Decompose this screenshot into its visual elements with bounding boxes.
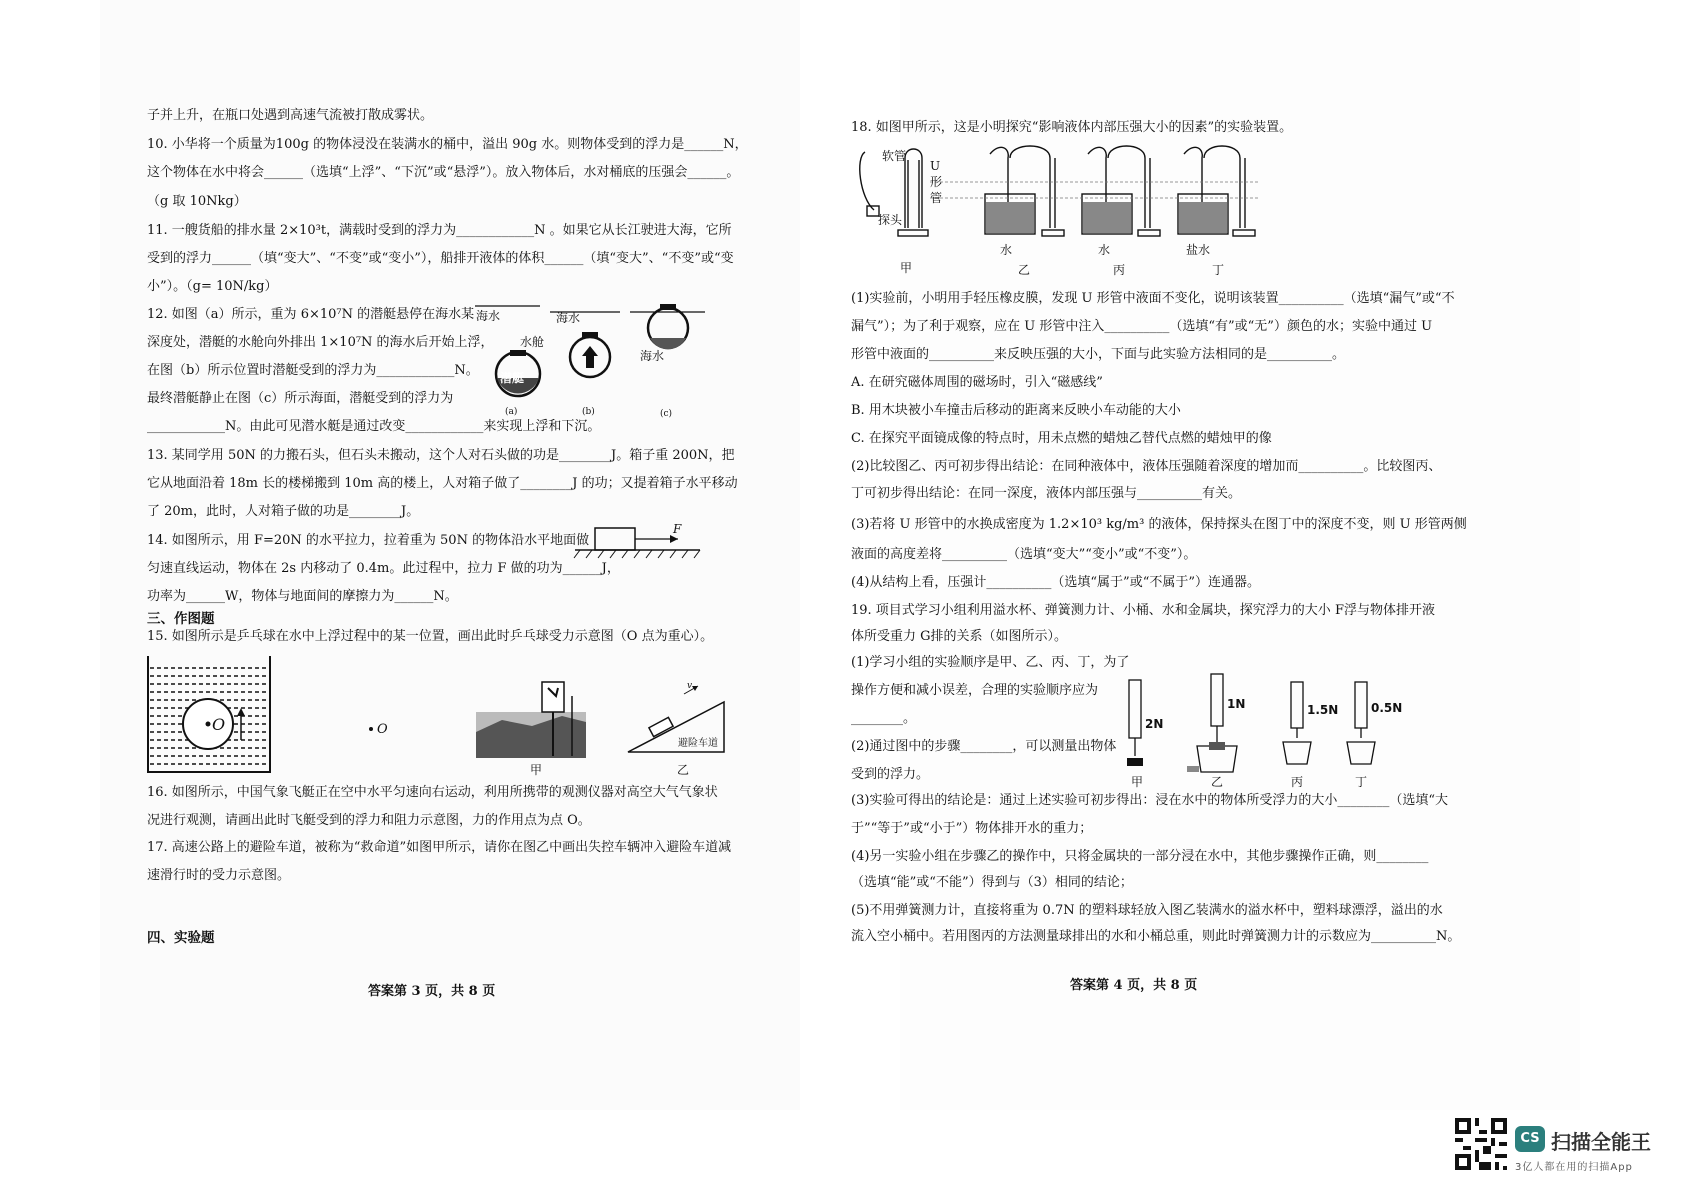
reading-bing: 1.5N <box>1307 703 1339 717</box>
right-question-line: 液面的高度差将__________（选填“变大”“变小”或“不变”）。 <box>851 547 1197 562</box>
airship-point-figure <box>365 718 405 740</box>
camscanner-name: 扫描全能王 <box>1551 1130 1651 1154</box>
liquid-label-bing: 水 <box>1098 243 1111 257</box>
left-question-line: 在图（b）所示位置时潜艇受到的浮力为____________N。 <box>147 363 479 378</box>
left-question-line: 况进行观测，请画出此时飞艇受到的浮力和阻力示意图，力的作用点为点 O。 <box>147 813 591 828</box>
fig18-label-bing: 丙 <box>1113 263 1126 277</box>
submarine-figure <box>470 292 710 422</box>
fig18-label-jia: 甲 <box>900 261 913 275</box>
water-tank-figure <box>145 654 275 776</box>
right-question-line: 于”“等于”或“小于”）物体排开水的重力； <box>851 821 1093 836</box>
fig-a-label: (a) <box>505 407 518 417</box>
right-question-line: (2)比较图乙、丙可初步得出结论：在同种液体中，液体压强随着深度的增加而__________。比较图丙、 <box>851 459 1442 474</box>
left-question-line: 了 20m，此时，人对箱子做的功是________J。 <box>147 504 420 519</box>
left-question-line: 匀速直线运动，物体在 2s 内移动了 0.4m。此过程中，拉力 F 做的功为______J， <box>147 561 620 576</box>
left-question-line: 深度处，潜艇的水舱向外排出 1×10⁷N 的海水后开始上浮， <box>147 335 494 350</box>
fig19-label-jia: 甲 <box>1131 775 1144 789</box>
right-question-line: 19. 项目式学习小组利用溢水杯、弹簧测力计、小桶、水和金属块，探究浮力的大小 F浮与物体排开液 <box>851 603 1435 618</box>
section-4-heading: 四、实验题 <box>147 930 215 946</box>
left-question-line: 功率为______W，物体与地面间的摩擦力为______N。 <box>147 589 458 604</box>
left-question-line: 速滑行时的受力示意图。 <box>147 868 291 883</box>
right-question-line: (1)学习小组的实验顺序是甲、乙、丙、丁，为了 <box>851 655 1130 670</box>
right-question-line: 操作方便和减小误差，合理的实验顺序应为 <box>851 683 1099 698</box>
right-question-line: 18. 如图甲所示，这是小明探究“影响液体内部压强大小的因素”的实验装置。 <box>851 120 1293 135</box>
right-question-line: 漏气”）；为了利于观察，应在 U 形管中注入__________（选填“有”或“无”）颜色的水；实验中通过 U <box>851 319 1433 334</box>
left-question-line: 14. 如图所示，用 F=20N 的水平拉力，拉着重为 50N 的物体沿水平地面做 <box>147 533 590 548</box>
escape-lane-figure <box>472 676 730 776</box>
right-question-line: (3)实验可得出的结论是：通过上述实验可初步得出：浸在水中的物体所受浮力的大小________（选填“大 <box>851 793 1449 808</box>
utube-label-2: 形 <box>930 175 943 189</box>
liquid-label-ding: 盐水 <box>1186 243 1211 257</box>
sub-label: 潜艇 <box>500 371 525 385</box>
ball-center-label: O <box>212 715 226 734</box>
figure-yi-label: 乙 <box>677 763 690 776</box>
sea-label-b: 海水 <box>556 311 581 325</box>
fig18-label-yi: 乙 <box>1018 263 1031 277</box>
left-footer: 答案第 3 页，共 8 页 <box>368 984 496 999</box>
utube-label-1: U <box>930 159 941 173</box>
right-question-line: (3)若将 U 形管中的水换成密度为 1.2×10³ kg/m³ 的液体，保持探头在图丁中的深度不变，则 U 形管两侧 <box>851 517 1467 532</box>
velocity-label: v <box>687 681 693 691</box>
camscanner-logo-icon: CS <box>1515 1126 1545 1152</box>
right-question-line: ________。 <box>851 711 917 726</box>
force-label: F <box>673 522 682 536</box>
fig19-label-ding: 丁 <box>1355 775 1368 789</box>
sea-label-c: 海水 <box>640 349 665 363</box>
liquid-label-yi: 水 <box>1000 243 1013 257</box>
left-question-line: 11. 一艘货船的排水量 2×10³t，满载时受到的浮力为____________N 。如果它从长江驶进大海，它所 <box>147 223 732 238</box>
left-question-line: 17. 高速公路上的避险车道，被称为“救命道”如图甲所示，请你在图乙中画出失控车辆冲入避险车道减 <box>147 840 732 855</box>
figure-jia-label: 甲 <box>530 763 543 776</box>
right-question-line: 流入空小桶中。若用图丙的方法测量球排出的水和小桶总重，则此时弹簧测力计的示数应为__________N。 <box>851 929 1461 944</box>
utube-label-3: 管 <box>930 191 943 205</box>
section-3-heading: 三、作图题 <box>147 611 215 627</box>
spring-scale-figure <box>1115 672 1415 792</box>
right-footer: 答案第 4 页，共 8 页 <box>1070 978 1198 993</box>
left-question-line: 最终潜艇静止在图（c）所示海面，潜艇受到的浮力为 <box>147 391 454 406</box>
hose-label: 软管 <box>882 149 907 163</box>
right-question-line: (2)通过图中的步骤________，可以测量出物体 <box>851 739 1117 754</box>
left-question-line: （g 取 10Nkg） <box>147 194 247 209</box>
tank-label: 水舱 <box>520 335 545 349</box>
right-question-line: (4)从结构上看，压强计__________（选填“属于”或“不属于”）连通器。 <box>851 575 1260 590</box>
left-question-line: 16. 如图所示，中国气象飞艇正在空中水平匀速向右运动，利用所携带的观测仪器对高空大气气象状 <box>147 785 718 800</box>
fig19-label-bing: 丙 <box>1291 775 1304 789</box>
reading-ding: 0.5N <box>1371 701 1403 715</box>
fig-b-label: (b) <box>582 407 595 417</box>
left-question-line: 12. 如图（a）所示，重为 6×10⁷N 的潜艇悬停在海水某 <box>147 307 475 322</box>
left-question-line: 子并上升，在瓶口处遇到高速气流被打散成雾状。 <box>147 108 434 123</box>
right-question-line: 受到的浮力。 <box>851 767 930 782</box>
left-question-line: ____________N。由此可见潜水艇是通过改变____________来实现上浮和下沉。 <box>147 419 601 434</box>
reading-jia: 2N <box>1145 717 1164 731</box>
right-question-line: B. 用木块被小车撞击后移动的距离来反映小车动能的大小 <box>851 403 1181 418</box>
pressure-gauge-figure <box>850 138 1260 280</box>
block-force-figure <box>570 520 705 560</box>
right-question-line: (4)另一实验小组在步骤乙的操作中，只将金属块的一部分浸在水中，其他步骤操作正确，则________ <box>851 849 1429 864</box>
camscanner-tagline: 3亿人都在用的扫描App <box>1515 1162 1633 1173</box>
right-question-line: (5)不用弹簧测力计，直接将重为 0.7N 的塑料球轻放入图乙装满水的溢水杯中，塑料球漂浮，溢出的水 <box>851 903 1443 918</box>
left-question-line: 10. 小华将一个质量为100g 的物体浸没在装满水的桶中，溢出 90g 水。则物体受到的浮力是______N， <box>147 137 748 152</box>
right-question-line: A. 在研究磁体周围的磁场时，引入“磁感线” <box>851 375 1103 390</box>
left-question-line: 小”）。（g= 10N/kg） <box>147 279 278 294</box>
fig-c-label: (c) <box>660 409 673 419</box>
lane-label: 避险车道 <box>678 738 718 749</box>
right-question-line: 丁可初步得出结论：在同一深度，液体内部压强与__________有关。 <box>851 486 1242 501</box>
right-question-line: 形管中液面的__________来反映压强的大小，下面与此实验方法相同的是__________。 <box>851 347 1346 362</box>
probe-label: 探头 <box>878 213 903 227</box>
right-question-line: (1)实验前，小明用手轻压橡皮膜，发现 U 形管中液面不变化，说明该装置__________（选填“漏气”或“不 <box>851 291 1455 306</box>
qr-code-icon <box>1455 1118 1507 1170</box>
sea-label-a: 海水 <box>476 309 501 323</box>
fig18-label-ding: 丁 <box>1212 263 1225 277</box>
right-question-line: 体所受重力 G排的关系（如图所示）。 <box>851 629 1068 644</box>
left-question-line: 受到的浮力______（填“变大”、“不变”或“变小”），船排开液体的体积______（填“变大”、“不变”或“变 <box>147 251 734 266</box>
left-question-line: 它从地面沿着 18m 长的楼梯搬到 10m 高的楼上，人对箱子做了________J 的功；又提着箱子水平移动 <box>147 476 738 491</box>
left-question-line: 13. 某同学用 50N 的力搬石头，但石头未搬动，这个人对石头做的功是________J。箱子重 200N，把 <box>147 448 735 463</box>
airship-center-label: O <box>377 722 388 737</box>
camscanner-badge <box>1455 1118 1670 1180</box>
right-question-line: （选填“能”或“不能”）得到与（3）相同的结论； <box>851 875 1133 890</box>
fig19-label-yi: 乙 <box>1211 775 1224 789</box>
reading-yi: 1N <box>1227 697 1246 711</box>
right-question-line: C. 在探究平面镜成像的特点时，用未点燃的蜡烛乙替代点燃的蜡烛甲的像 <box>851 431 1272 446</box>
left-question-line: 15. 如图所示是乒乓球在水中上浮过程中的某一位置，画出此时乒乓球受力示意图（O 点为重心）。 <box>147 629 714 644</box>
left-question-line: 这个物体在水中将会______（选填“上浮”、“下沉”或“悬浮”）。放入物体后，水对桶底的压强会______。 <box>147 165 740 180</box>
